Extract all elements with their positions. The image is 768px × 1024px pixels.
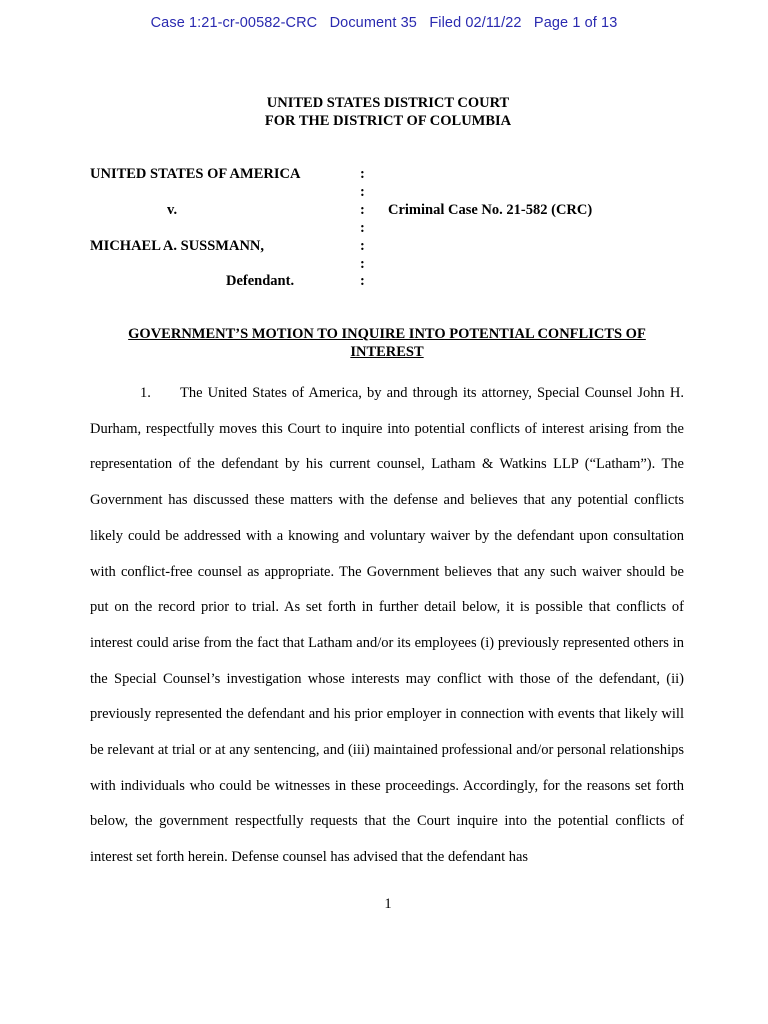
caption-separator: :: [360, 202, 365, 218]
paragraph-text: The United States of America, by and through its attorney, Special Counsel John H. Durham, respectfully moves this Court to inquire into potential conflicts of interest arising from the representation of the defendant by his current counsel, Latham & Watkins LLP (“Latham”). The Government has discussed these matters with the defense and believes that any potential conflicts likely could be addressed with a knowing and voluntary waiver by the defendant upon consultation with conflict-free counsel as appropriate. The Government believes that any such waiver should be put on the record prior to trial. As set forth in further detail below, it is possible that conflicts of interest could arise from the fact that Latham and/or its employees (i) previously represented others in the Special Counsel’s investigation whose interests may conflict with those of the defendant, (ii) previously represented the defendant and his prior employer in connection with events that likely will be relevant at trial or at any sentencing, and (iii) maintained professional and/or personal relationships with individuals who could be witnesses in these proceedings. Accordingly, for the reasons set forth below, the government respectfully requests that the Court inquire into the potential conflicts of interest set forth herein. Defense counsel has advised that the defendant has: [90, 385, 684, 866]
caption-separator: :: [360, 220, 365, 236]
caption-separator: :: [360, 184, 365, 200]
caption-plaintiff: UNITED STATES OF AMERICA: [90, 166, 301, 182]
caption-separator: :: [360, 256, 365, 272]
case-number: Criminal Case No. 21-582 (CRC): [388, 202, 593, 218]
motion-title: GOVERNMENT’S MOTION TO INQUIRE INTO POTENTIAL CONFLICTS OF INTEREST: [128, 326, 646, 360]
page-number: 1: [384, 896, 392, 912]
caption-separator: :: [360, 166, 365, 182]
paragraph-1: [90, 376, 684, 876]
caption-separator: :: [360, 273, 365, 289]
paragraph-number: 1.: [140, 385, 151, 401]
caption-defendant-label: Defendant.: [226, 273, 295, 289]
caption-defendant: MICHAEL A. SUSSMANN,: [90, 238, 265, 254]
court-name: UNITED STATES DISTRICT COURT: [266, 95, 510, 111]
caption-versus: v.: [167, 202, 178, 218]
court-district: FOR THE DISTRICT OF COLUMBIA: [264, 112, 512, 129]
court-heading: [0, 95, 768, 130]
ecf-header-stamp: Case 1:21-cr-00582-CRC Document 35 Filed 02/11/22 Page 1 of 13: [150, 15, 618, 31]
caption-separator: :: [360, 238, 365, 254]
